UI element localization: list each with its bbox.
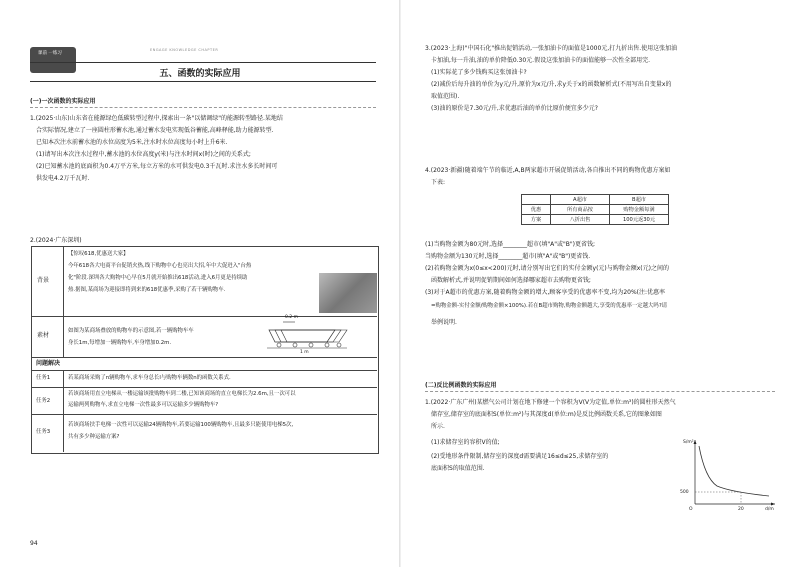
question-4-line: (2)若购物金额为x(0≤x<200)元时,请分别写出它们的实付金额y(元)与购物金额x(元)之间的 <box>425 265 669 272</box>
table-cell: 方案 <box>522 215 551 225</box>
material-text: 如图为某商场叠放的购物车的示意图,若一辆购物车车 <box>68 328 194 334</box>
x-axis-label: d/m <box>765 507 774 512</box>
background-label: 背景 <box>37 277 50 284</box>
question-1-line: (2)已知蓄水池的底面积为0.4万平方米,每立方米的水可供发电0.3千瓦时.求注水多长时间可 <box>36 163 278 170</box>
promotion-table <box>521 194 669 225</box>
question-3-line: 卡加油,每一升油,油的单价降低0.30元.假设这张加油卡的面值能够一次性全部用完. <box>431 57 650 64</box>
material-label: 素材 <box>37 332 50 339</box>
question-5-subpart: (2)受地形条件限制,储存室的深度d需要满足16≤d≤25,求储存室的 <box>431 453 609 460</box>
question-5-line: 储存室,储存室的底面积S(单位:m²)与其深度d(单位:m)是反比例函数关系,它的图象如图 <box>431 411 662 418</box>
question-3-line: (3)油的原价是7.30元/升,求优惠后油的单价比原价便宜多少元? <box>431 105 598 112</box>
table-divider <box>31 370 377 371</box>
task-text: 运输两列购物车,求直立电梯一次性最多可以运输多少辆购物车? <box>68 402 219 408</box>
question-4-heading: 下表: <box>431 179 446 186</box>
background-text: 【惊叹618,优惠送大家】 <box>68 251 129 257</box>
inverse-curve <box>699 446 769 496</box>
shopping-carts-photo <box>319 273 377 313</box>
stacked-carts-diagram <box>265 318 355 354</box>
origin-label: O <box>689 507 693 512</box>
question-4-line: 举例说明. <box>431 319 457 326</box>
question-4-heading: 4.(2023·新疆)随着端午节的临近,A,B两家超市开展促销活动,各自推出不同的购物优惠方案如 <box>425 167 671 174</box>
task-label: 任务2 <box>36 398 51 404</box>
background-text: 今年618各大电商平台促销火热,线下购物中心也亮出大招,年中大促迸入"台热 <box>68 263 252 269</box>
table-cell: 所有商品按 <box>551 205 610 215</box>
question-4-line: (3)对于A超市的优惠方案,随着购物金额的增大,顾客享受的优惠率不变,均为20%(注:优惠率 <box>425 289 666 296</box>
question-1-line: (1)请写出本次注水过程中,蓄水池的水位高度y(米)与注水时间x(时)之间的关系式; <box>36 151 251 158</box>
section-divider <box>425 391 775 392</box>
table-cell: 100元返30元 <box>610 215 669 225</box>
section-heading: (二)反比例函数的实际应用 <box>425 382 497 389</box>
question-5-line: 所示. <box>431 423 445 430</box>
right-page <box>401 0 800 567</box>
page-number: 94 <box>30 540 38 547</box>
table-cell: 八折出售 <box>551 215 610 225</box>
left-page <box>0 0 399 567</box>
question-5-line: 1.(2022·广东广州)某燃气公司计划在地下修建一个容积为V(V为定值,单位:m³)的圆柱形天然气 <box>425 399 676 406</box>
question-4-line: 当购物金额为130元时,选择________超市(填"A"或"B")更省钱. <box>425 253 591 260</box>
x-tick-label: 20 <box>738 507 744 512</box>
dimension-label: 1 m <box>300 350 309 355</box>
table-cell: 优惠 <box>522 205 551 215</box>
question-4-line: 函数解析式,并说明促销期间如何选择哪家超市去购物更省钱; <box>431 277 591 284</box>
table-header: A超市 <box>551 195 610 205</box>
table-divider <box>31 316 377 317</box>
question-2-heading: 2.(2024·广东深圳) <box>30 237 82 244</box>
question-3-line: (1)实际花了多少钱购买这张加油卡? <box>431 69 527 76</box>
page-title: 五、函数的实际应用 <box>159 69 241 79</box>
material-text: 身长1m,每增加一辆购物车,车身增加0.2m. <box>68 340 172 346</box>
question-1-line: 合实际情况,建立了一座圆柱形蓄水池,通过蓄水发电实现低谷蓄能,高峰释能,助力能源转型. <box>36 127 274 134</box>
table-divider <box>63 370 64 452</box>
dimension-label: 0.2 m <box>285 315 298 320</box>
table-cell: 购物金额每满 <box>610 205 669 215</box>
task-label: 任务3 <box>36 429 51 435</box>
section-heading: (一)一次函数的实际应用 <box>30 98 96 105</box>
background-text: 热.据图,某商场为迎接即将到来的618优惠季,采购了若干辆购物车. <box>68 287 226 293</box>
table-divider <box>63 246 64 357</box>
question-1-line: 已知本次注水前蓄水池的水位高度为5米,注水时水位高度每小时上升6米. <box>36 139 228 146</box>
task-label: 任务1 <box>36 375 51 381</box>
question-3-line: (2)减价后每升油的单价为y元/升,原价为x元/升,求y关于x的函数解析式(不用写出自变量x的 <box>431 81 672 88</box>
question-4-line: =购物金额-实付金额/购物金额×100%).若在B超市购物,购物金额越大,享受的优惠率一定越大吗?请 <box>431 303 668 309</box>
y-axis-label: S/m² <box>683 440 694 445</box>
question-4-line: (1)当购物金额为80元时,选择________超市(填"A"或"B")更省钱; <box>425 241 596 248</box>
question-5-subpart: 底面积S的取值范围. <box>431 465 485 472</box>
table-header: B超市 <box>610 195 669 205</box>
question-5-subpart: (1)求储存室的容积V的值; <box>431 439 500 446</box>
background-text: 化"阶段.深圳各大购物中心早在5月就开始推出618活动,进入6月更是持续助 <box>68 275 248 281</box>
y-tick-label: 500 <box>680 490 689 495</box>
badge-text: 课前 一练习 <box>38 51 62 56</box>
table-cell <box>522 195 551 205</box>
problem-solving-label: 问题解决 <box>36 360 61 367</box>
question-1-line: 1.(2025·山东)山东省在能源绿色低碳转型过程中,探索出一条"以储调绿"的能源转型路径.某地结 <box>30 115 283 122</box>
task-text: 若该商场用直立电梯从一楼运输该批购物车到二楼,已知该商场的直立电梯长为2.6m,且一次可以 <box>68 391 296 397</box>
task-text: 若该商场扶手电梯一次性可以运输24辆购物车,若要运输100辆购物车,且最多只能使用电梯5次, <box>68 422 294 428</box>
question-3-line: 3.(2023·上海)"中国石化"推出促销活动,一张加油卡的面值是1000元,打九折出售.使用这张加油 <box>425 45 678 52</box>
inverse-function-graph <box>681 436 781 516</box>
task-text: 若某商场采购了n辆购物车,求车身总长l与购物车辆数n的函数关系式. <box>68 375 231 381</box>
question-1-line: 供发电4.2万千瓦时. <box>36 175 90 182</box>
section-divider <box>30 107 376 108</box>
task-text: 共有多少种运输方案? <box>68 434 120 440</box>
table-divider <box>31 387 377 388</box>
question-3-line: 取值范围). <box>431 93 460 100</box>
table-divider <box>31 357 377 358</box>
table-divider <box>31 414 377 415</box>
header-decoration: ENGAGE KNOWLEDGE CHAPTER <box>150 48 219 52</box>
